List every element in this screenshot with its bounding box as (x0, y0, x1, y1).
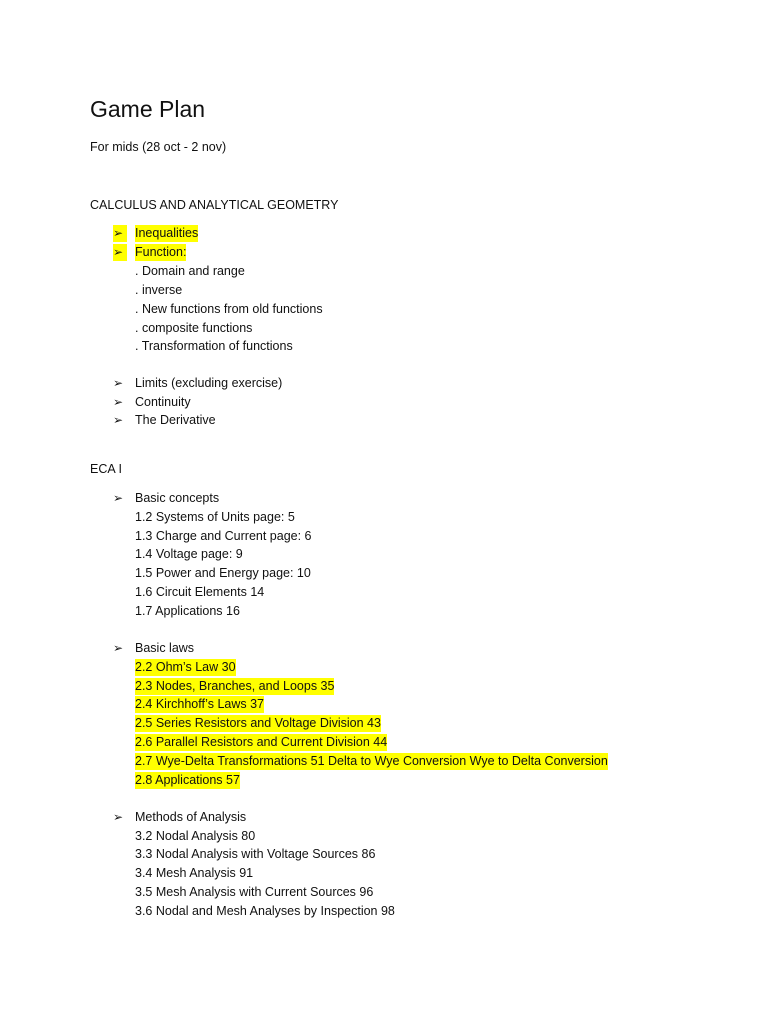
sub-item: 3.2 Nodal Analysis 80 (135, 829, 256, 843)
sub-item: 1.7 Applications 16 (135, 604, 240, 618)
sub-item: 2.8 Applications 57 (135, 773, 240, 787)
arrow-bullet-icon: ➢ (113, 641, 124, 655)
arrow-bullet-icon: ➢ (113, 491, 124, 505)
sub-item: 2.6 Parallel Resistors and Current Division 44 (135, 735, 388, 749)
sub-item: . inverse (135, 283, 183, 297)
sub-item: 1.4 Voltage page: 9 (135, 547, 243, 561)
arrow-bullet-icon: ➢ (113, 244, 127, 261)
sub-item: 3.6 Nodal and Mesh Analyses by Inspection 98 (135, 904, 395, 918)
arrow-bullet-icon: ➢ (113, 225, 127, 242)
sub-item: 1.2 Systems of Units page: 5 (135, 510, 295, 524)
calculus-heading: CALCULUS AND ANALYTICAL GEOMETRY (90, 198, 339, 212)
sub-item: 1.3 Charge and Current page: 6 (135, 529, 312, 543)
eca-heading: ECA I (90, 462, 122, 476)
sub-item: 2.2 Ohm’s Law 30 (135, 660, 236, 674)
list-item-label: Function: (135, 245, 187, 259)
sub-item: 2.7 Wye-Delta Transformations 51 Delta to Wye Conversion Wye to Delta Conversion (135, 754, 608, 768)
arrow-bullet-icon: ➢ (113, 413, 124, 427)
sub-item: 3.4 Mesh Analysis 91 (135, 866, 254, 880)
sub-item: 2.4 Kirchhoff’s Laws 37 (135, 697, 265, 711)
sub-item: . Transformation of functions (135, 339, 293, 353)
list-item-label: Inequalities (135, 226, 199, 240)
sub-item: 2.3 Nodes, Branches, and Loops 35 (135, 679, 335, 693)
list-item-label: The Derivative (135, 413, 216, 427)
arrow-bullet-icon: ➢ (113, 810, 124, 824)
list-item-label: Limits (excluding exercise) (135, 376, 283, 390)
sub-item: . New functions from old functions (135, 302, 323, 316)
sub-item: 1.5 Power and Energy page: 10 (135, 566, 311, 580)
subtitle: For mids (28 oct - 2 nov) (90, 140, 227, 154)
sub-item: 1.6 Circuit Elements 14 (135, 585, 265, 599)
sub-item: 3.5 Mesh Analysis with Current Sources 96 (135, 885, 374, 899)
sub-item: 2.5 Series Resistors and Voltage Division 43 (135, 716, 381, 730)
page-title: Game Plan (90, 96, 206, 122)
list-item-label: Basic concepts (135, 491, 220, 505)
list-item-label: Methods of Analysis (135, 810, 247, 824)
sub-item: . Domain and range (135, 264, 245, 278)
arrow-bullet-icon: ➢ (113, 395, 124, 409)
list-item-label: Continuity (135, 395, 191, 409)
list-item-label: Basic laws (135, 641, 195, 655)
arrow-bullet-icon: ➢ (113, 376, 124, 390)
sub-item: . composite functions (135, 321, 253, 335)
sub-item: 3.3 Nodal Analysis with Voltage Sources 86 (135, 847, 376, 861)
